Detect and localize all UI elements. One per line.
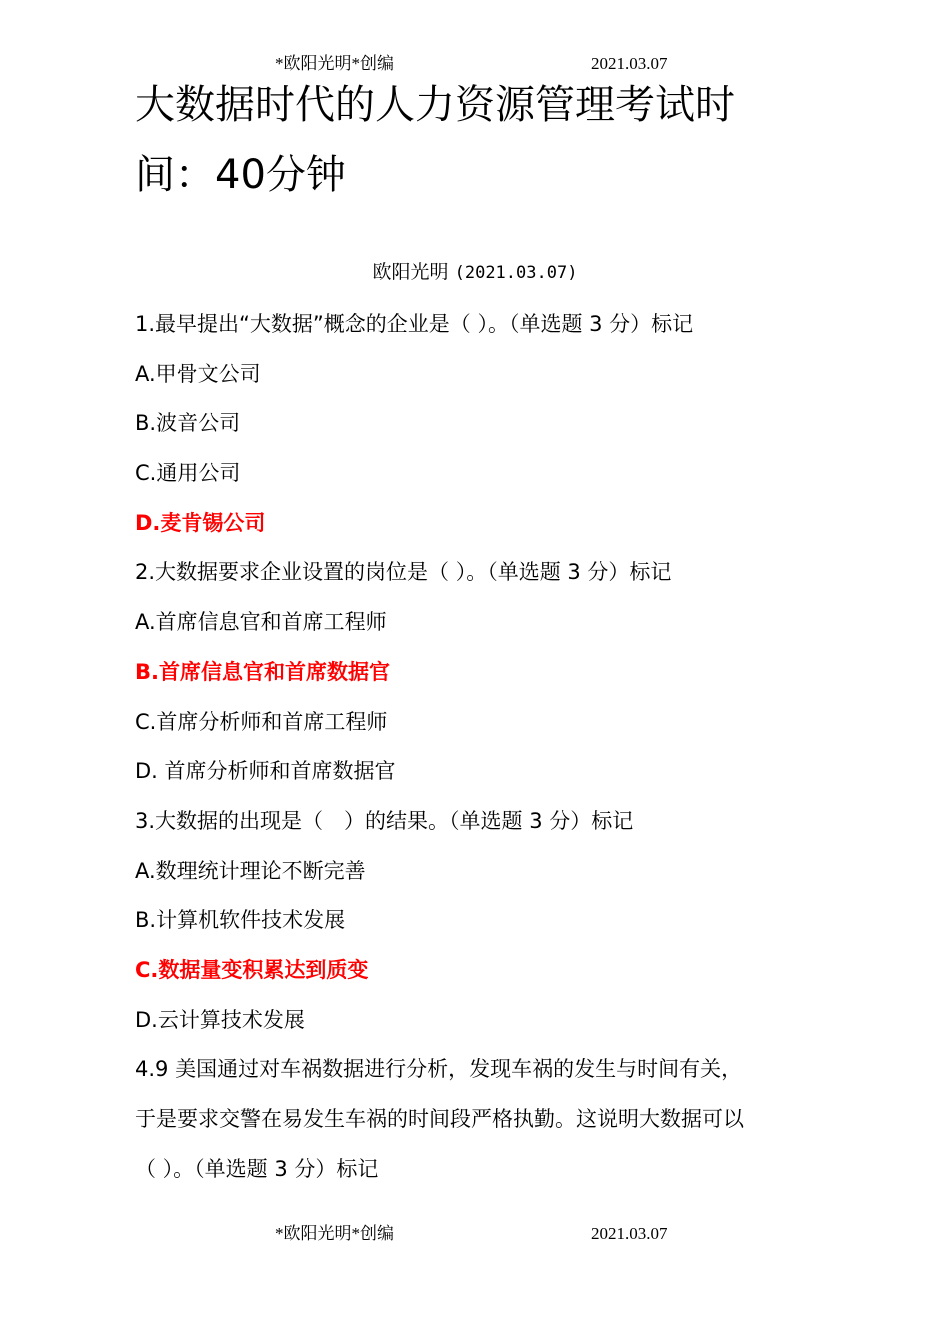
correct-answer-line: C.数据量变积累达到质变: [135, 957, 369, 982]
page-footer: [0, 1222, 950, 1246]
correct-answer-line: D.麦肯锡公司: [135, 510, 266, 535]
footer-author: *欧阳光明*创编: [275, 1224, 394, 1243]
question-line: （ ）。（单选题 3 分）标记: [135, 1156, 379, 1181]
byline-author: 欧阳光明: [372, 261, 449, 283]
question-line: C.首席分析师和首席工程师: [135, 709, 388, 734]
document-title: [135, 70, 835, 210]
question-line: A.甲骨文公司: [135, 361, 261, 386]
question-line: B.波音公司: [135, 411, 241, 436]
question-line: D. 首席分析师和首席数据官: [135, 759, 396, 784]
question-line: A.数理统计理论不断完善: [135, 858, 366, 883]
question-line: A.首席信息官和首席工程师: [135, 610, 387, 635]
footer-date: 2021.03.07: [591, 1224, 668, 1243]
question-line: 于是要求交警在易发生车祸的时间段严格执勤。这说明大数据可以: [135, 1107, 744, 1131]
question-line: 4.9 美国通过对车祸数据进行分析，发现车祸的发生与时间有关，: [135, 1057, 743, 1082]
question-line: 1.最早提出“大数据”概念的企业是（ ）。（单选题 3 分）标记: [135, 312, 694, 336]
title-line-1: 大数据时代的人力资源管理考试时: [135, 82, 735, 128]
header-date: 2021.03.07: [591, 54, 668, 73]
header-author: *欧阳光明*创编: [275, 54, 394, 73]
question-line: 2.大数据要求企业设置的岗位是（ ）。（单选题 3 分）标记: [135, 560, 672, 585]
byline-date: (2021.03.07): [454, 263, 578, 283]
title-line-2: 间：40分钟: [135, 152, 346, 198]
question-line: 3.大数据的出现是（ ）的结果。（单选题 3 分）标记: [135, 808, 634, 833]
correct-answer-line: B.首席信息官和首席数据官: [135, 659, 390, 684]
question-line: D.云计算技术发展: [135, 1007, 305, 1032]
question-list: [135, 306, 825, 1200]
question-line: C.通用公司: [135, 461, 241, 486]
question-line: B.计算机软件技术发展: [135, 908, 346, 933]
byline: [0, 258, 950, 287]
